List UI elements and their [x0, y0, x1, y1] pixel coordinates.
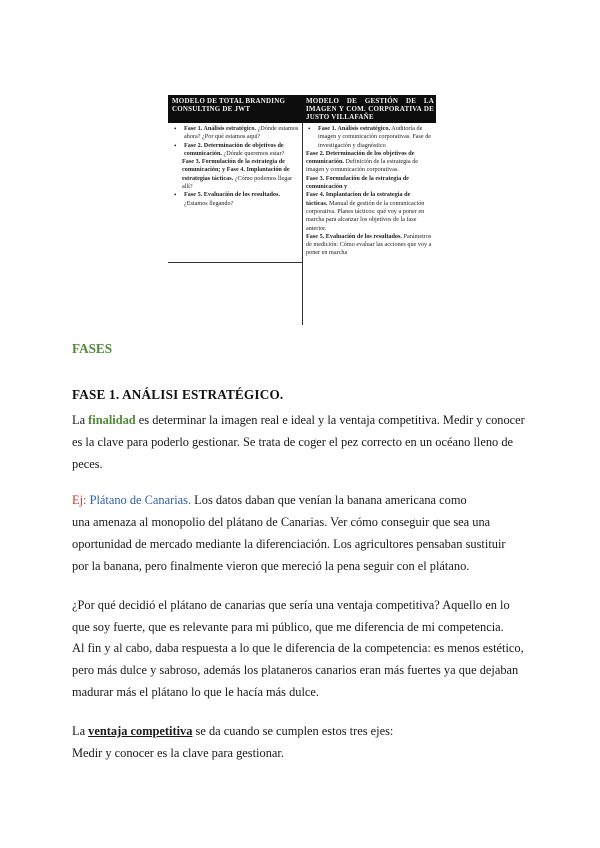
section-heading-fases: FASES — [72, 341, 113, 356]
paragraph-line: es la clave para poderlo gestionar. Se trata de coger el pez correcto en un océano lleno de — [72, 435, 514, 449]
table-header-right: MODELO DE GESTIÓN DE LA IMAGEN Y COM. CORPORATIVA DE JUSTO VILLAFAÑE — [306, 97, 434, 122]
paragraph-line: una amenaza al monopolio del plátano de Canarias. Ver cómo conseguir que sea una — [72, 515, 491, 529]
table-divider — [168, 262, 303, 263]
paragraph-line: pero más dulce y sabroso, además los plataneros canarios eran más fuertes ya que dejaban — [72, 663, 519, 677]
paragraph-line: madurar más el plátano lo que le hacía más dulce. — [72, 685, 320, 699]
paragraph-line: La ventaja competitiva se da cuando se cumplen estos tres ejes: — [72, 724, 394, 738]
paragraph-line: peces. — [72, 457, 103, 471]
table-divider — [302, 123, 303, 263]
table-header — [168, 95, 436, 123]
table-right-item: Fase 4. Implantacion de la estrategia de tácticas. Manual de gestión de la comunicación corporativa. Planes tácticos: qué voy a poner en marcha para alcanzar los objetivos de la fase anterior. — [306, 191, 425, 232]
table-left-item: • Fase 2. Determinación de objetivos de comunicación. ¿Dónde queremos estar? — [172, 142, 300, 159]
paragraph-line: La finalidad es determinar la imagen real e ideal y la ventaja competitiva. Medir y conocer — [72, 413, 525, 427]
example-label: Ej: — [72, 493, 87, 507]
paragraph-line: Medir y conocer es la clave para gestionar. — [72, 746, 284, 760]
paragraph-line: por la banana, pero finalmente vieron que mereció la pena seguir con el plátano. — [72, 559, 470, 573]
table-header-left: MODELO DE TOTAL BRANDING CONSULTING DE JWT — [172, 97, 286, 114]
paragraph-line: ¿Por qué decidió el plátano de canarias que sería una ventaja competitiva? Aquello en lo — [72, 598, 510, 612]
table-right-item: Fase 3. Formulación de la estrategia de comunicación y — [306, 174, 409, 191]
comparison-table-image — [168, 95, 436, 325]
table-left-column — [172, 125, 300, 208]
table-right-item: Fase 2. Determinación de los objetivos de comunicación. Definición de la estrategia de imagen y comunicación corporativas. — [306, 149, 419, 174]
table-left-item: Fase 3. Formulación de la estrategia de comunicación; y Fase 4. Implantación de estrategias tácticas. ¿Cómo podemos llegar allí? — [182, 158, 293, 191]
table-left-item: • Fase 5. Evaluación de los resultados. ¿Estamos llegando? — [172, 191, 300, 208]
table-right-column — [306, 125, 432, 258]
highlight-ventaja-competitiva: ventaja competitiva — [88, 724, 193, 738]
paragraph-line: oportunidad de mercado mediante la diferenciación. Los agricultores pensaban sustituir — [72, 537, 506, 551]
paragraph-line: Ej: Plátano de Canarias. Los datos daban que venían la banana americana como — [72, 493, 467, 507]
table-right-item: Fase 5. Evaluación de los resultados. Parámetros de medición: Cómo evaluar las acciones que voy a poner en marcha — [306, 232, 432, 257]
highlight-finalidad: finalidad — [88, 413, 136, 427]
paragraph-line: que soy fuerte, que es relevante para mi público, que me diferencia de mi competencia. — [72, 620, 504, 634]
section-heading-fase1: FASE 1. ANÁLISI ESTRATÉGICO. — [72, 387, 284, 402]
example-subject: Plátano de Canarias. — [86, 493, 192, 507]
table-right-item: • Fase 1. Análisis estratégico. Auditoría de imagen y comunicación corporativas. Fase de investigación y diagnóstico — [306, 125, 432, 150]
paragraph-line: Al fin y al cabo, daba respuesta a lo que le diferencia de la competencia: es menos estético, — [72, 641, 524, 655]
table-divider — [302, 263, 303, 325]
table-left-item: • Fase 1. Análisis estratégico. ¿Dónde estamos ahora? ¿Por qué estamos aquí? — [172, 125, 300, 142]
